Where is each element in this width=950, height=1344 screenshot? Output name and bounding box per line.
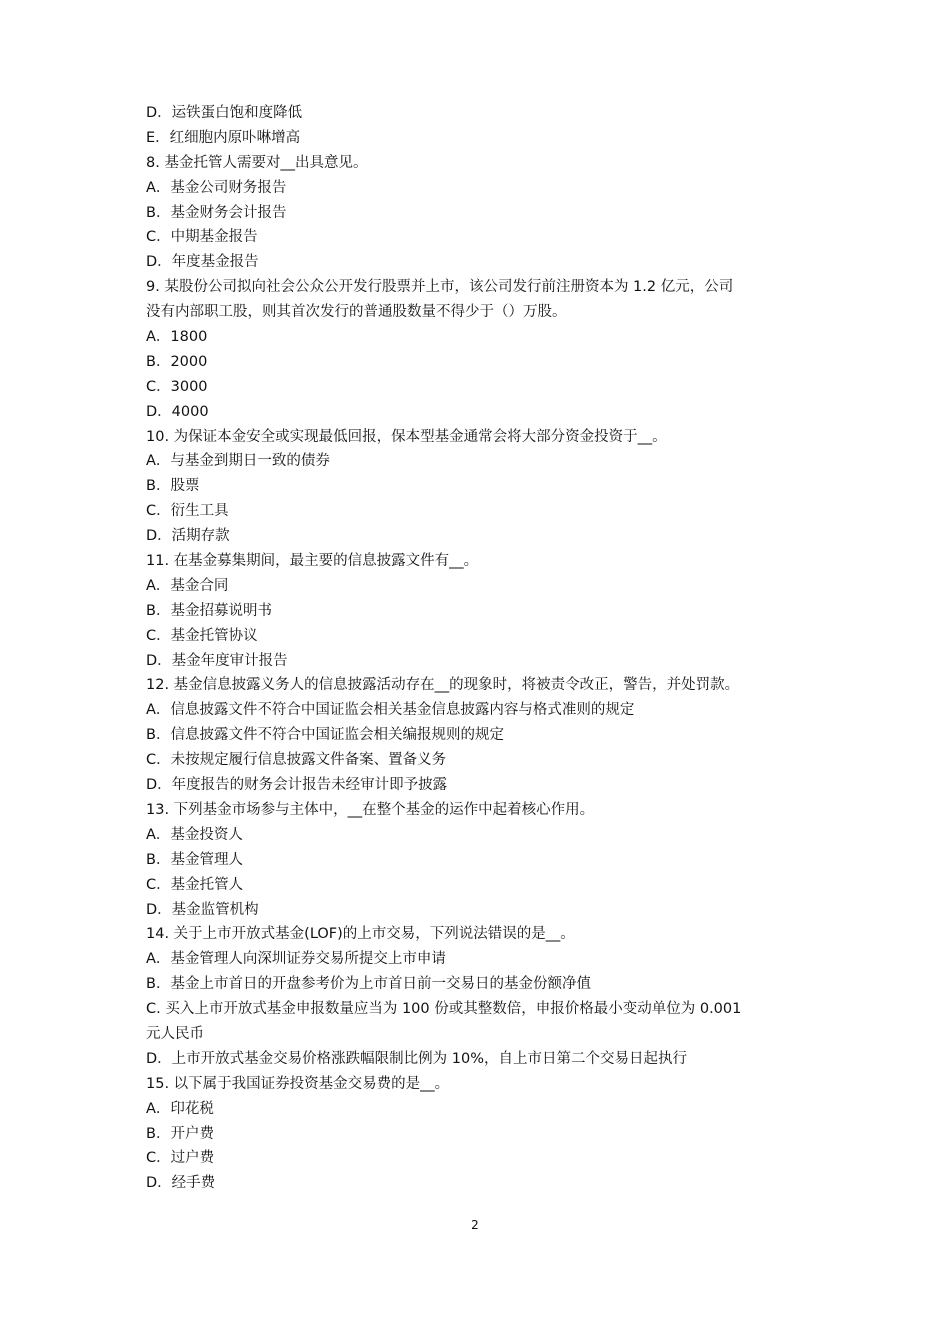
text-line: D．年度基金报告 xyxy=(146,254,259,271)
text-line: 元人民币 xyxy=(146,1025,204,1042)
text-line: D．上市开放式基金交易价格涨跌幅限制比例为 10%，自上市日第二个交易日起执行 xyxy=(146,1050,687,1067)
text-line: C．3000 xyxy=(146,378,208,395)
text-line: C．过户费 xyxy=(146,1150,215,1167)
text-line: 13. 下列基金市场参与主体中，__在整个基金的运作中起着核心作用。 xyxy=(146,801,595,818)
text-line: 10. 为保证本金安全或实现最低回报，保本型基金通常会将大部分资金投资于__。 xyxy=(146,428,667,445)
text-line: A．基金合同 xyxy=(146,577,229,594)
text-line: C．衍生工具 xyxy=(146,503,229,520)
text-line: B．基金招募说明书 xyxy=(146,602,272,619)
text-line: 14. 关于上市开放式基金(LOF)的上市交易，下列说法错误的是__。 xyxy=(146,926,575,943)
text-line: C. 买入上市开放式基金申报数量应当为 100 份或其整数倍，申报价格最小变动单位为 0.001 xyxy=(146,1001,742,1018)
text-line: 15. 以下属于我国证券投资基金交易费的是__。 xyxy=(146,1075,450,1092)
text-line: A．1800 xyxy=(146,329,208,346)
text-line: A．与基金到期日一致的债券 xyxy=(146,453,330,470)
text-line: E．红细胞内原卟啉增高 xyxy=(146,129,301,146)
text-line: A．信息披露文件不符合中国证监会相关基金信息披露内容与格式准则的规定 xyxy=(146,702,635,719)
text-line: 8. 基金托管人需要对__出具意见。 xyxy=(146,154,368,171)
text-line: D．基金监管机构 xyxy=(146,901,259,918)
text-line: C．基金托管人 xyxy=(146,876,244,893)
text-line: B．基金财务会计报告 xyxy=(146,204,287,221)
text-line: B．基金上市首日的开盘参考价为上市首日前一交易日的基金份额净值 xyxy=(146,976,591,993)
text-line: A．基金公司财务报告 xyxy=(146,179,287,196)
text-line: D．基金年度审计报告 xyxy=(146,652,288,669)
document-body xyxy=(146,101,816,1196)
text-line: D．活期存款 xyxy=(146,528,230,545)
page-number: 2 xyxy=(471,1218,479,1232)
text-line: A．基金管理人向深圳证券交易所提交上市申请 xyxy=(146,951,446,968)
text-line: C．中期基金报告 xyxy=(146,229,258,246)
text-line: B．基金管理人 xyxy=(146,851,243,868)
text-line: 12. 基金信息披露义务人的信息披露活动存在__的现象时，将被责令改正，警告，并处罚款。 xyxy=(146,677,740,694)
text-line: B．信息披露文件不符合中国证监会相关编报规则的规定 xyxy=(146,727,504,744)
text-line: D．年度报告的财务会计报告未经审计即予披露 xyxy=(146,777,448,794)
text-line: A．印花税 xyxy=(146,1100,214,1117)
text-line: A．基金投资人 xyxy=(146,826,243,843)
text-line: D．运铁蛋白饱和度降低 xyxy=(146,105,303,121)
text-line: D．经手费 xyxy=(146,1175,216,1192)
text-line: B．开户费 xyxy=(146,1125,214,1142)
text-line: 11. 在基金募集期间，最主要的信息披露文件有__。 xyxy=(146,553,479,570)
text-line: B．股票 xyxy=(146,478,200,495)
text-line: 9. 某股份公司拟向社会公众公开发行股票并上市，该公司发行前注册资本为 1.2 亿元，公司 xyxy=(146,279,734,296)
text-line: C．基金托管协议 xyxy=(146,627,258,644)
text-line: D．4000 xyxy=(146,403,209,420)
text-line: C．未按规定履行信息披露文件备案、置备义务 xyxy=(146,752,447,769)
text-line: B．2000 xyxy=(146,353,208,370)
text-line: 没有内部职工股，则其首次发行的普通股数量不得少于（）万股。 xyxy=(146,304,567,321)
